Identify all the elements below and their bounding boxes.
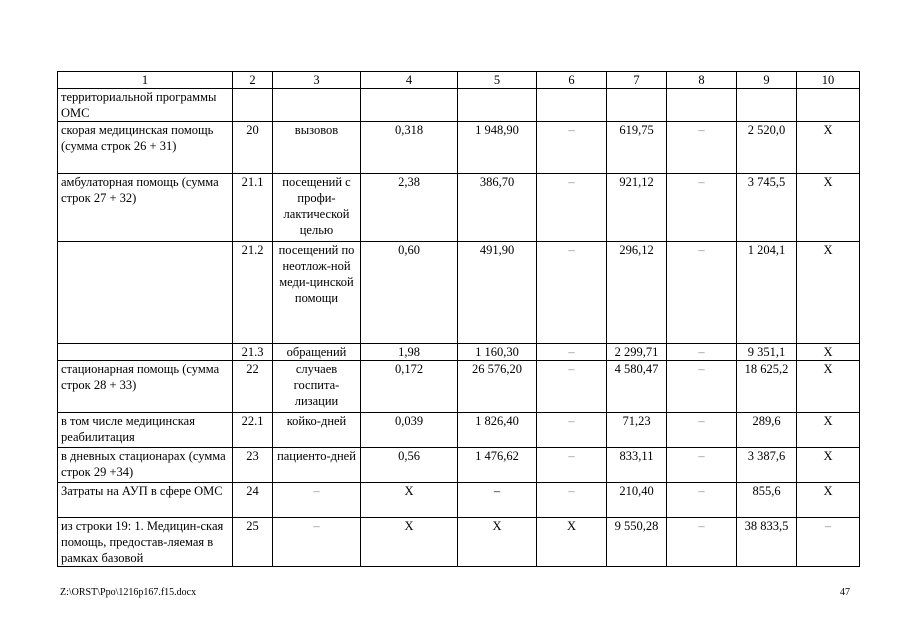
table-cell-c7: 9 550,28	[607, 518, 667, 567]
table-cell-c9: 3 387,6	[737, 448, 797, 483]
table-cell-c10: Х	[797, 448, 860, 483]
table-cell-name: стационарная помощь (сумма строк 28 + 33)	[58, 361, 233, 413]
table-cell-c5: 386,70	[458, 174, 537, 242]
table-cell-c4	[361, 89, 458, 122]
table-cell-c8	[667, 89, 737, 122]
table-cell-unit	[273, 89, 361, 122]
column-header: 7	[607, 72, 667, 89]
table-row	[58, 448, 860, 483]
table-cell-c9: 38 833,5	[737, 518, 797, 567]
table-cell-c10: Х	[797, 174, 860, 242]
table-cell-unit: посещений с профи-лактической целью	[273, 174, 361, 242]
table-cell-c7: 210,40	[607, 483, 667, 518]
table-cell-unit: обращений	[273, 344, 361, 361]
column-header: 10	[797, 72, 860, 89]
table-cell-c6: –	[537, 483, 607, 518]
table-cell-c8: –	[667, 413, 737, 448]
table-cell-unit: случаев госпита-лизации	[273, 361, 361, 413]
table-cell-c9: 3 745,5	[737, 174, 797, 242]
table-cell-c6: –	[537, 242, 607, 344]
table-row	[58, 174, 860, 242]
table-cell-name: в дневных стационарах (сумма строк 29 +34)	[58, 448, 233, 483]
table-cell-c8: –	[667, 518, 737, 567]
table-cell-c4: 0,039	[361, 413, 458, 448]
table-row	[58, 483, 860, 518]
table-cell-c6: Х	[537, 518, 607, 567]
table-row	[58, 413, 860, 448]
table-row	[58, 361, 860, 413]
column-header: 4	[361, 72, 458, 89]
table-cell-unit: койко-дней	[273, 413, 361, 448]
column-header: 3	[273, 72, 361, 89]
table-cell-unit: –	[273, 483, 361, 518]
table-cell-c7: 2 299,71	[607, 344, 667, 361]
table-cell-name: Затраты на АУП в сфере ОМС	[58, 483, 233, 518]
table-cell-c10: –	[797, 518, 860, 567]
table-cell-c10: Х	[797, 413, 860, 448]
column-header: 2	[233, 72, 273, 89]
table-cell-c9	[737, 89, 797, 122]
table-cell-c7: 296,12	[607, 242, 667, 344]
table-cell-c9: 18 625,2	[737, 361, 797, 413]
table-cell-c5: Х	[458, 518, 537, 567]
table-cell-c9: 2 520,0	[737, 122, 797, 174]
table-cell-c7: 833,11	[607, 448, 667, 483]
table-cell-c5	[458, 89, 537, 122]
table-cell-c5: 491,90	[458, 242, 537, 344]
table-cell-unit: вызовов	[273, 122, 361, 174]
table-cell-code: 25	[233, 518, 273, 567]
table-cell-c5: 26 576,20	[458, 361, 537, 413]
footer-page-number: 47	[840, 587, 850, 598]
table-cell-c10: Х	[797, 242, 860, 344]
column-header: 9	[737, 72, 797, 89]
table-cell-c4: 0,318	[361, 122, 458, 174]
column-header: 6	[537, 72, 607, 89]
table-cell-c10: Х	[797, 361, 860, 413]
table-cell-c6: –	[537, 122, 607, 174]
table-cell-c9: 9 351,1	[737, 344, 797, 361]
table-cell-name: амбулаторная помощь (сумма строк 27 + 32)	[58, 174, 233, 242]
table-cell-c9: 1 204,1	[737, 242, 797, 344]
table-cell-c6: –	[537, 413, 607, 448]
table-cell-c6	[537, 89, 607, 122]
table-cell-c7: 4 580,47	[607, 361, 667, 413]
table-cell-c7: 71,23	[607, 413, 667, 448]
table-cell-c10: Х	[797, 344, 860, 361]
table-cell-c5: 1 160,30	[458, 344, 537, 361]
table-cell-c9: 289,6	[737, 413, 797, 448]
table-cell-unit: пациенто-дней	[273, 448, 361, 483]
table-row	[58, 89, 860, 122]
table-cell-c4: 1,98	[361, 344, 458, 361]
table-cell-c4: 0,172	[361, 361, 458, 413]
table-cell-c10	[797, 89, 860, 122]
table-row	[58, 122, 860, 174]
table-cell-c8: –	[667, 122, 737, 174]
table-cell-c4: 0,56	[361, 448, 458, 483]
column-header: 8	[667, 72, 737, 89]
table-cell-c7	[607, 89, 667, 122]
table-cell-c5: –	[458, 483, 537, 518]
footer-file-path: Z:\ORST\Ppo\1216p167.f15.docx	[60, 587, 197, 598]
table-cell-c7: 619,75	[607, 122, 667, 174]
table-cell-c8: –	[667, 344, 737, 361]
table-cell-unit: –	[273, 518, 361, 567]
table-cell-code: 21.3	[233, 344, 273, 361]
table-cell-c4: 2,38	[361, 174, 458, 242]
table-cell-c6: –	[537, 361, 607, 413]
table-cell-unit: посещений по неотлож-ной меди-цинской помощи	[273, 242, 361, 344]
table-cell-code	[233, 89, 273, 122]
table-cell-c10: Х	[797, 483, 860, 518]
table-cell-c8: –	[667, 361, 737, 413]
table-cell-c8: –	[667, 242, 737, 344]
table-cell-code: 23	[233, 448, 273, 483]
table-cell-c5: 1 826,40	[458, 413, 537, 448]
table-cell-name: из строки 19: 1. Медицин-ская помощь, предостав-ляемая в рамках базовой	[58, 518, 233, 567]
table-cell-c9: 855,6	[737, 483, 797, 518]
column-header: 5	[458, 72, 537, 89]
header-row	[58, 72, 860, 89]
table-cell-c8: –	[667, 448, 737, 483]
table-cell-c6: –	[537, 174, 607, 242]
table-cell-code: 21.1	[233, 174, 273, 242]
table-cell-code: 24	[233, 483, 273, 518]
table-cell-name: территориальной программы ОМС	[58, 89, 233, 122]
table-cell-c8: –	[667, 483, 737, 518]
table-cell-code: 22	[233, 361, 273, 413]
table-row	[58, 518, 860, 567]
table-cell-c5: 1 948,90	[458, 122, 537, 174]
table-cell-c6: –	[537, 344, 607, 361]
table-row	[58, 344, 860, 361]
table-cell-c4: 0,60	[361, 242, 458, 344]
table-cell-code: 20	[233, 122, 273, 174]
table-cell-code: 22.1	[233, 413, 273, 448]
table-cell-c5: 1 476,62	[458, 448, 537, 483]
table-cell-c4: Х	[361, 518, 458, 567]
document-table	[57, 71, 860, 567]
table-cell-c6: –	[537, 448, 607, 483]
table-row	[58, 242, 860, 344]
table-cell-c4: Х	[361, 483, 458, 518]
table-cell-name: скорая медицинская помощь (сумма строк 26 + 31)	[58, 122, 233, 174]
table-cell-c10: Х	[797, 122, 860, 174]
table-cell-name	[58, 344, 233, 361]
table-cell-name	[58, 242, 233, 344]
table-cell-c8: –	[667, 174, 737, 242]
table-cell-c7: 921,12	[607, 174, 667, 242]
table-cell-code: 21.2	[233, 242, 273, 344]
column-header: 1	[58, 72, 233, 89]
table-cell-name: в том числе медицинская реабилитация	[58, 413, 233, 448]
